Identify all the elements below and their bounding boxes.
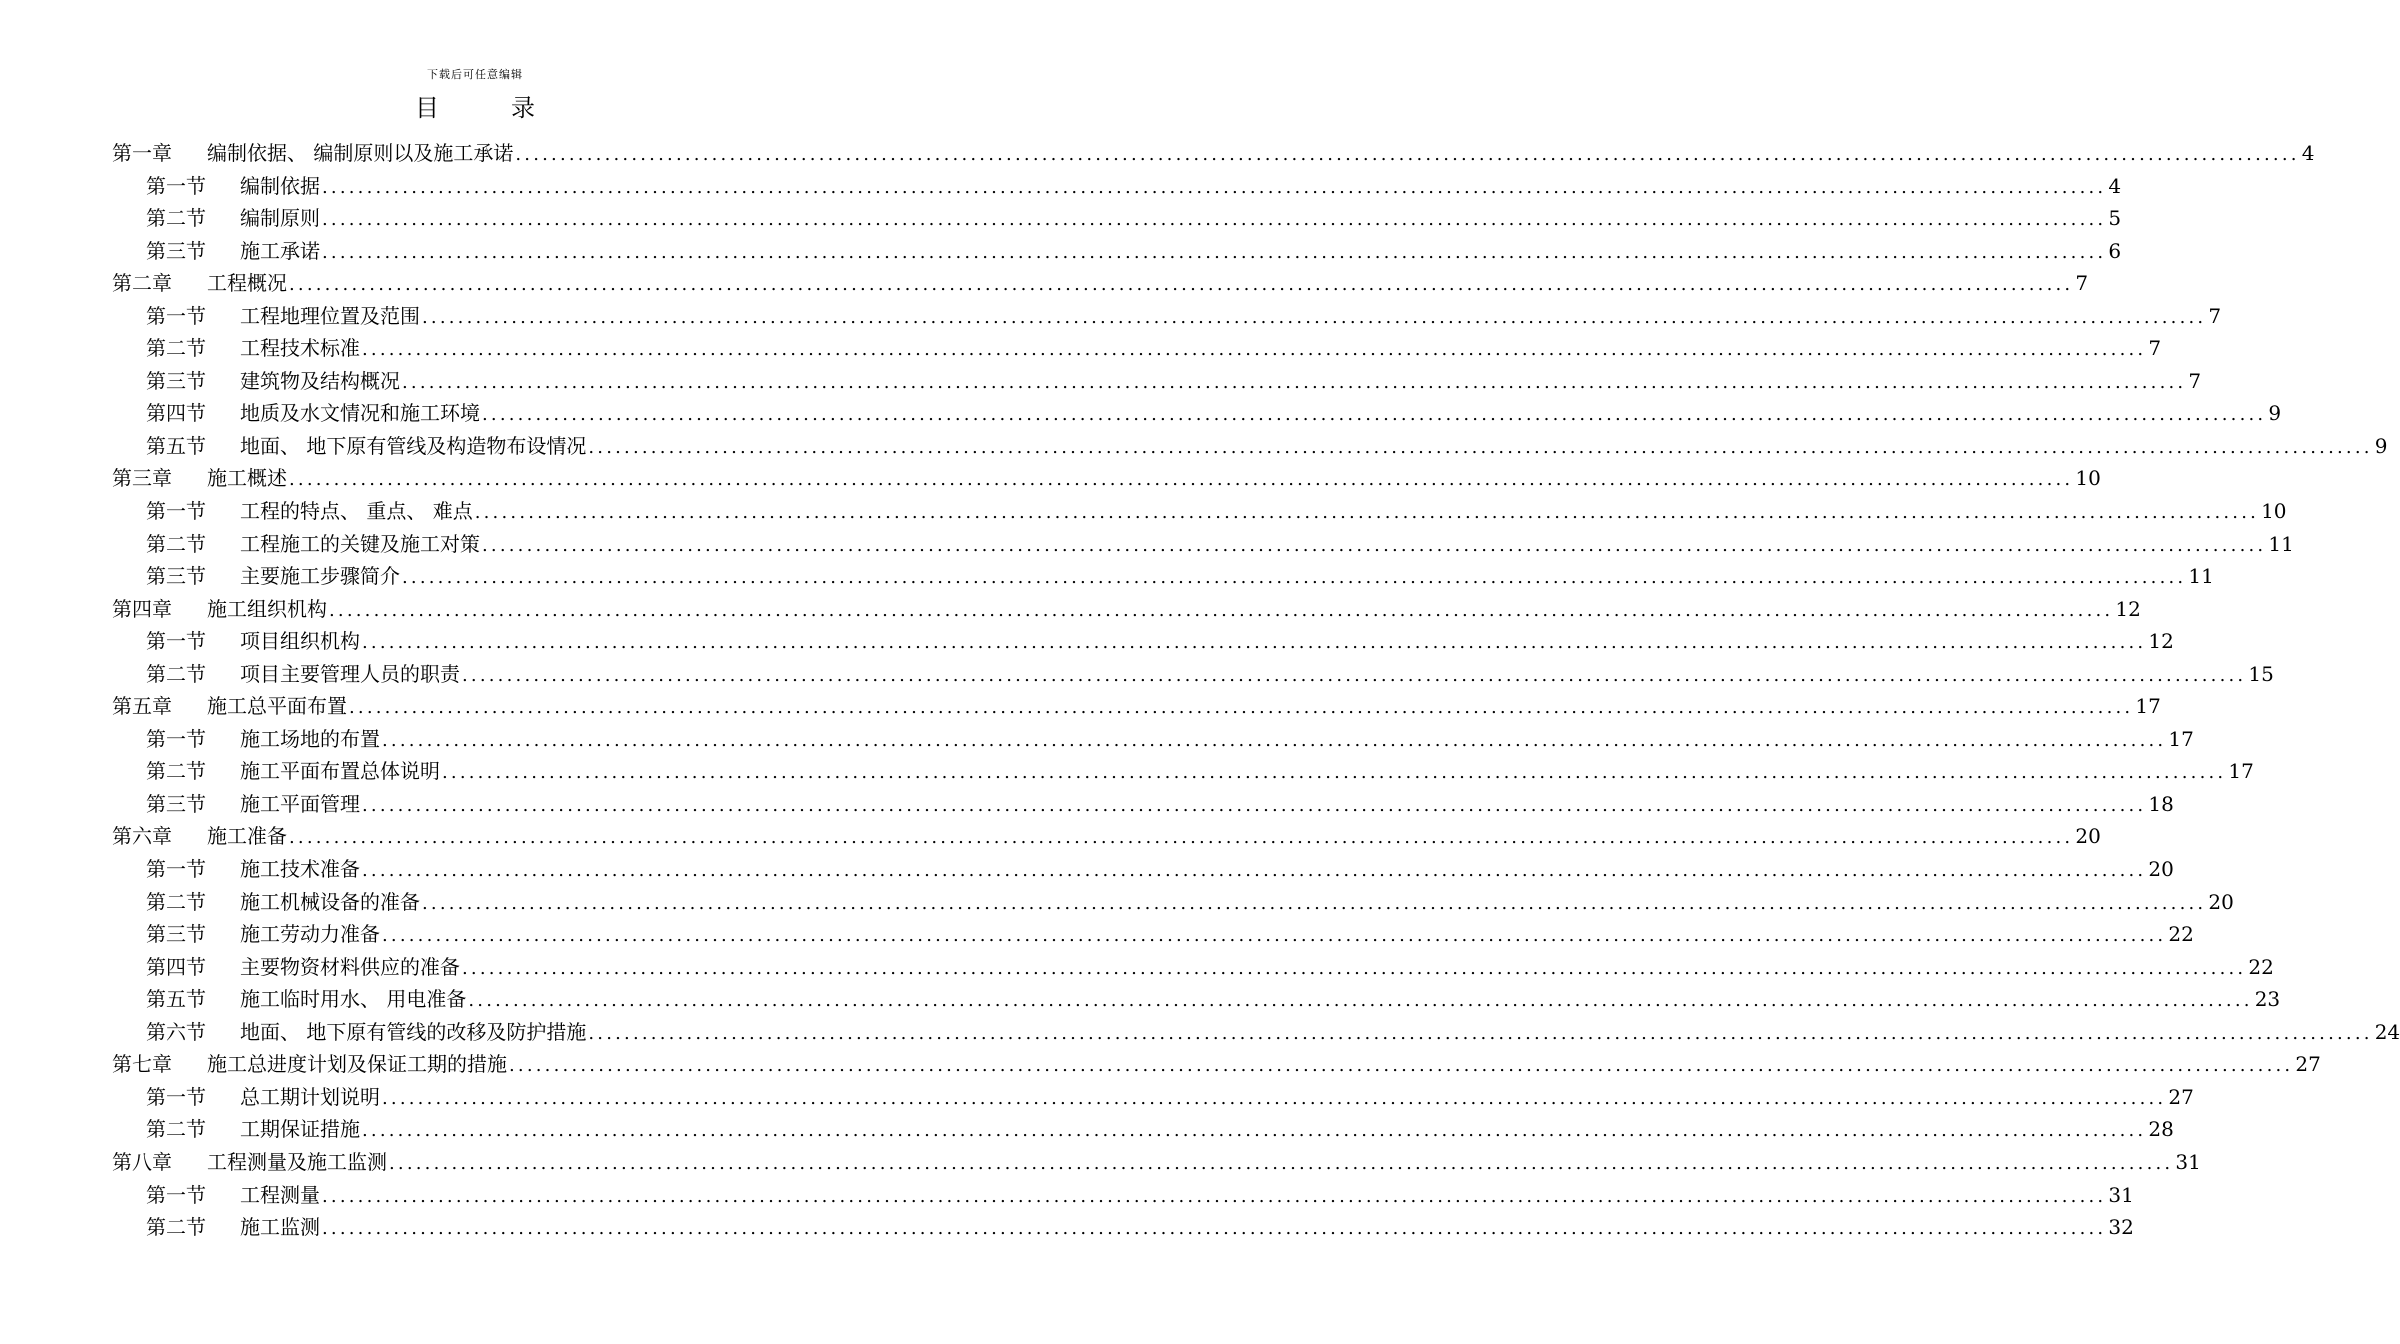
toc-entry-page-number: 27 <box>2295 1052 2321 1077</box>
toc-entry-number: 第二节 <box>146 1215 206 1240</box>
toc-entry-number: 第四节 <box>146 401 206 426</box>
toc-section-entry[interactable] <box>112 951 2274 984</box>
toc-section-entry[interactable] <box>112 365 2202 398</box>
toc-section-entry[interactable] <box>112 560 2214 593</box>
toc-chapter-entry[interactable] <box>112 593 2141 626</box>
toc-entry-number: 第六节 <box>146 1019 206 1044</box>
toc-entry-page-number: 5 <box>2108 206 2122 231</box>
toc-entry-label: 工期保证措施 <box>240 1117 360 1142</box>
toc-entry-label: 施工监测 <box>240 1215 320 1240</box>
toc-dot-leader: ........................................................................................................................................................................................................ <box>588 1022 2373 1044</box>
toc-chapter-entry[interactable] <box>112 267 2089 300</box>
toc-section-entry[interactable] <box>112 625 2174 658</box>
toc-entry-label: 工程的特点、 重点、 难点 <box>240 499 473 524</box>
toc-entry-number: 第二节 <box>146 759 206 784</box>
toc-entry-number: 第一章 <box>112 141 172 165</box>
toc-entry-page-number: 7 <box>2188 368 2202 393</box>
toc-entry-number: 第七章 <box>112 1052 172 1077</box>
toc-entry-number: 第三节 <box>146 791 206 816</box>
toc-dot-leader: ........................................................................................................................................................................................................ <box>362 1120 2147 1142</box>
toc-dot-leader: ........................................................................................................................................................................................................ <box>422 892 2207 914</box>
toc-entry-page-number: 17 <box>2168 726 2194 751</box>
toc-entry-number: 第六章 <box>112 824 172 849</box>
toc-dot-leader: ........................................................................................................................................................................................................ <box>462 664 2247 686</box>
toc-section-entry[interactable] <box>112 332 2162 365</box>
toc-entry-page-number: 12 <box>2115 596 2141 621</box>
toc-entry-label: 主要物资材料供应的准备 <box>240 954 460 979</box>
toc-dot-leader: ........................................................................................................................................................................................................ <box>462 957 2247 979</box>
toc-entry-label: 主要施工步骤简介 <box>240 564 400 589</box>
toc-entry-label: 地面、 地下原有管线的改移及防护措施 <box>240 1019 587 1044</box>
toc-entry-number: 第一节 <box>146 1182 206 1207</box>
toc-entry-number: 第一节 <box>146 499 206 524</box>
toc-entry-page-number: 23 <box>2254 987 2281 1012</box>
toc-dot-leader: ........................................................................................................................................................................................................ <box>289 274 2074 296</box>
toc-entry-label: 编制依据 <box>240 173 320 198</box>
toc-entry-number: 第一节 <box>146 173 206 198</box>
toc-chapter-entry[interactable] <box>112 820 2101 853</box>
toc-dot-leader: ........................................................................................................................................................................................................ <box>382 729 2167 751</box>
toc-entry-number: 第二章 <box>112 271 172 296</box>
toc-section-entry[interactable] <box>112 235 2122 268</box>
toc-dot-leader: ........................................................................................................................................................................................................ <box>322 1218 2107 1240</box>
toc-entry-label: 工程测量 <box>240 1182 320 1207</box>
toc-entry-number: 第三节 <box>146 922 206 947</box>
toc-entry-page-number: 24 <box>2374 1019 2400 1044</box>
toc-dot-leader: ........................................................................................................................................................................................................ <box>322 209 2107 231</box>
toc-entry-page-number: 6 <box>2108 238 2122 263</box>
toc-entry-page-number: 27 <box>2168 1084 2194 1109</box>
toc-entry-number: 第二节 <box>146 1117 206 1142</box>
toc-title-char-1: 目 <box>415 94 439 122</box>
toc-section-entry[interactable] <box>112 1016 2400 1049</box>
toc-entry-label: 地面、 地下原有管线及构造物布设情况 <box>240 433 587 458</box>
table-of-contents <box>112 137 2400 1244</box>
toc-dot-leader: ........................................................................................................................................................................................................ <box>322 1185 2107 1207</box>
toc-entry-number: 第四章 <box>112 596 172 621</box>
toc-entry-page-number: 22 <box>2248 954 2274 979</box>
toc-dot-leader: ........................................................................................................................................................................................................ <box>349 697 2134 719</box>
toc-entry-label: 工程施工的关键及施工对策 <box>240 531 480 556</box>
toc-entry-label: 总工期计划说明 <box>240 1084 380 1109</box>
toc-entry-page-number: 32 <box>2108 1215 2134 1240</box>
toc-chapter-entry[interactable] <box>112 1048 2321 1081</box>
toc-entry-label: 施工准备 <box>207 824 287 849</box>
toc-dot-leader: ........................................................................................................................................................................................................ <box>362 860 2147 882</box>
toc-entry-number: 第三章 <box>112 466 172 491</box>
toc-entry-number: 第四节 <box>146 954 206 979</box>
toc-section-entry[interactable] <box>112 1081 2194 1114</box>
toc-section-entry[interactable] <box>112 723 2194 756</box>
toc-entry-label: 建筑物及结构概况 <box>240 368 400 393</box>
toc-entry-page-number: 17 <box>2228 759 2254 784</box>
toc-dot-leader: ........................................................................................................................................................................................................ <box>509 1055 2294 1077</box>
toc-entry-page-number: 22 <box>2168 922 2194 947</box>
toc-entry-page-number: 9 <box>2374 433 2388 458</box>
toc-entry-number: 第三节 <box>146 564 206 589</box>
toc-section-entry[interactable] <box>112 430 2388 463</box>
toc-entry-page-number: 28 <box>2148 1117 2174 1142</box>
toc-section-entry[interactable] <box>112 1179 2134 1212</box>
toc-chapter-entry[interactable] <box>112 462 2101 495</box>
toc-entry-page-number: 11 <box>2188 564 2214 589</box>
toc-entry-page-number: 10 <box>2075 466 2101 491</box>
toc-dot-leader: ........................................................................................................................................................................................................ <box>402 371 2187 393</box>
toc-entry-label: 施工临时用水、 用电准备 <box>240 987 467 1012</box>
toc-entry-page-number: 9 <box>2268 401 2282 426</box>
toc-dot-leader: ........................................................................................................................................................................................................ <box>402 567 2187 589</box>
toc-dot-leader: ........................................................................................................................................................................................................ <box>329 599 2114 621</box>
toc-entry-page-number: 18 <box>2148 791 2174 816</box>
toc-entry-label: 施工概述 <box>207 466 287 491</box>
toc-entry-page-number: 11 <box>2268 531 2294 556</box>
toc-entry-page-number: 7 <box>2075 271 2089 296</box>
toc-entry-label: 施工平面布置总体说明 <box>240 759 440 784</box>
toc-dot-leader: ........................................................................................................................................................................................................ <box>482 404 2267 426</box>
toc-entry-number: 第一节 <box>146 629 206 654</box>
toc-entry-label: 施工劳动力准备 <box>240 922 380 947</box>
toc-section-entry[interactable] <box>112 528 2294 561</box>
page-header: 下载后可任意编辑 <box>427 68 523 81</box>
toc-dot-leader: ........................................................................................................................................................................................................ <box>382 925 2167 947</box>
toc-dot-leader: ........................................................................................................................................................................................................ <box>474 502 2260 524</box>
toc-dot-leader: ........................................................................................................................................................................................................ <box>362 794 2147 816</box>
toc-entry-label: 编制原则 <box>240 206 320 231</box>
toc-entry-page-number: 12 <box>2148 629 2174 654</box>
toc-section-entry[interactable] <box>112 300 2222 333</box>
toc-entry-label: 工程技术标准 <box>240 336 360 361</box>
toc-dot-leader: ........................................................................................................................................................................................................ <box>289 827 2074 849</box>
toc-entry-label: 工程概况 <box>207 271 287 296</box>
toc-dot-leader: ........................................................................................................................................................................................................ <box>588 436 2373 458</box>
toc-entry-label: 项目组织机构 <box>240 629 360 654</box>
toc-entry-page-number: 20 <box>2148 857 2174 882</box>
toc-entry-page-number: 31 <box>2108 1182 2134 1207</box>
toc-section-entry[interactable] <box>112 886 2234 919</box>
toc-entry-label: 施工组织机构 <box>207 596 327 621</box>
toc-entry-page-number: 7 <box>2208 303 2222 328</box>
toc-entry-label: 施工机械设备的准备 <box>240 889 420 914</box>
toc-entry-number: 第五节 <box>146 987 206 1012</box>
toc-entry-label: 工程地理位置及范围 <box>240 303 420 328</box>
toc-chapter-entry[interactable] <box>112 1146 2201 1179</box>
toc-chapter-entry[interactable] <box>112 690 2161 723</box>
toc-entry-label: 施工总平面布置 <box>207 694 347 719</box>
toc-entry-page-number: 15 <box>2248 661 2274 686</box>
toc-entry-label: 施工技术准备 <box>240 857 360 882</box>
toc-entry-number: 第二节 <box>146 661 206 686</box>
toc-entry-page-number: 31 <box>2175 1149 2201 1174</box>
toc-entry-label: 工程测量及施工监测 <box>207 1149 387 1174</box>
toc-dot-leader: ........................................................................................................................................................................................................ <box>422 306 2207 328</box>
toc-dot-leader: ........................................................................................................................................................................................................ <box>362 632 2147 654</box>
toc-entry-label: 施工承诺 <box>240 238 320 263</box>
toc-dot-leader: ........................................................................................................................................................................................................ <box>482 534 2267 556</box>
toc-entry-label: 施工平面管理 <box>240 791 360 816</box>
toc-entry-label: 编制依据、 编制原则以及施工承诺 <box>207 141 514 165</box>
toc-entry-number: 第一节 <box>146 857 206 882</box>
toc-entry-number: 第一节 <box>146 1084 206 1109</box>
toc-section-entry[interactable] <box>112 983 2281 1016</box>
toc-entry-number: 第二节 <box>146 336 206 361</box>
toc-section-entry[interactable] <box>112 170 2122 203</box>
toc-chapter-entry[interactable] <box>112 137 2315 170</box>
toc-entry-number: 第五节 <box>146 433 206 458</box>
toc-title-char-2: 录 <box>511 94 535 122</box>
toc-section-entry[interactable] <box>112 202 2122 235</box>
toc-dot-leader: ........................................................................................................................................................................................................ <box>515 144 2300 165</box>
toc-entry-number: 第二节 <box>146 889 206 914</box>
toc-entry-page-number: 20 <box>2208 889 2234 914</box>
toc-entry-number: 第一节 <box>146 726 206 751</box>
toc-entry-label: 施工场地的布置 <box>240 726 380 751</box>
toc-dot-leader: ........................................................................................................................................................................................................ <box>442 762 2227 784</box>
toc-entry-page-number: 7 <box>2148 336 2162 361</box>
toc-section-entry[interactable] <box>112 397 2282 430</box>
toc-section-entry[interactable] <box>112 1113 2174 1146</box>
toc-section-entry[interactable] <box>112 495 2287 528</box>
toc-dot-leader: ........................................................................................................................................................................................................ <box>322 241 2107 263</box>
toc-dot-leader: ........................................................................................................................................................................................................ <box>389 1152 2174 1174</box>
toc-entry-page-number: 4 <box>2301 141 2315 165</box>
toc-entry-number: 第五章 <box>112 694 172 719</box>
toc-entry-number: 第二节 <box>146 531 206 556</box>
toc-section-entry[interactable] <box>112 853 2174 886</box>
toc-dot-leader: ........................................................................................................................................................................................................ <box>468 990 2253 1012</box>
toc-entry-number: 第三节 <box>146 368 206 393</box>
toc-section-entry[interactable] <box>112 1211 2134 1244</box>
toc-dot-leader: ........................................................................................................................................................................................................ <box>362 339 2147 361</box>
toc-entry-page-number: 4 <box>2108 173 2122 198</box>
toc-title <box>0 88 950 123</box>
toc-section-entry[interactable] <box>112 755 2254 788</box>
toc-entry-label: 项目主要管理人员的职责 <box>240 661 460 686</box>
toc-entry-number: 第三节 <box>146 238 206 263</box>
toc-dot-leader: ........................................................................................................................................................................................................ <box>322 176 2107 198</box>
toc-entry-number: 第二节 <box>146 206 206 231</box>
toc-entry-page-number: 10 <box>2261 499 2287 524</box>
toc-entry-page-number: 17 <box>2135 694 2161 719</box>
toc-dot-leader: ........................................................................................................................................................................................................ <box>289 469 2074 491</box>
toc-entry-number: 第一节 <box>146 303 206 328</box>
toc-section-entry[interactable] <box>112 658 2274 691</box>
toc-section-entry[interactable] <box>112 788 2174 821</box>
toc-dot-leader: ........................................................................................................................................................................................................ <box>382 1087 2167 1109</box>
toc-entry-label: 地质及水文情况和施工环境 <box>240 401 480 426</box>
toc-entry-label: 施工总进度计划及保证工期的措施 <box>207 1052 507 1077</box>
toc-section-entry[interactable] <box>112 918 2194 951</box>
toc-entry-page-number: 20 <box>2075 824 2101 849</box>
toc-entry-number: 第八章 <box>112 1149 172 1174</box>
